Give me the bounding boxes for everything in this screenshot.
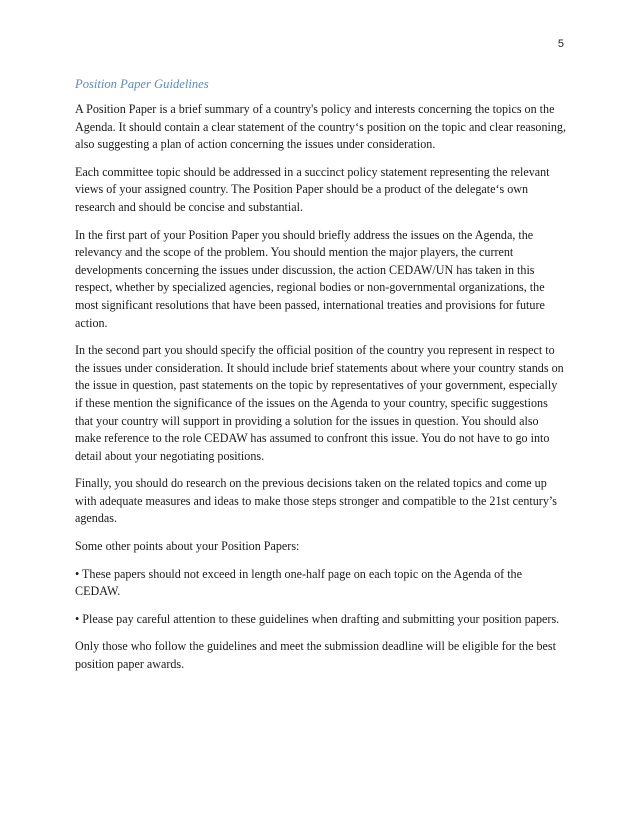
paragraph-second-part: In the second part you should specify the official position of the country you represent in respect to the issues under consideration. It should include brief statements about where your country stands on the issue in question, past statements on the topic by representatives of your government, especially if these mention the significance of the issues on the Agenda to your country, specific suggestions that your country will support in providing a solution for the issues in question. You should also make reference to the role CEDAW has assumed to confront this issue. You do not have to go into detail about your negotiating positions. xyxy=(75,343,564,463)
paragraph-intro: A Position Paper is a brief summary of a country's policy and interests concerning the topics on the Agenda. It should contain a clear statement of the country‘s position on the topic and clear reasoning, also suggesting a plan of action concerning the issues under consideration. xyxy=(75,102,566,152)
bullet-length-limit: • These papers should not exceed in length one-half page on each topic on the Agenda of the CEDAW. xyxy=(75,566,522,599)
page-number: 5 xyxy=(557,38,564,50)
section-heading: Position Paper Guidelines xyxy=(75,77,209,91)
paragraph-finally: Finally, you should do research on the previous decisions taken on the related topics and come up with adequate measures and ideas to make those steps stronger and compatible to the 21st century’s agendas. xyxy=(75,476,557,526)
paragraph-committee-topic: Each committee topic should be addressed in a succinct policy statement representing the relevant views of your assigned country. The Position Paper should be a product of the delegate‘s own research and should be concise and substantial. xyxy=(75,164,550,214)
document-body xyxy=(75,76,567,684)
bullet-guidelines-attention: • Please pay careful attention to these guidelines when drafting and submitting your position papers. xyxy=(75,611,560,626)
paragraph-eligibility: Only those who follow the guidelines and meet the submission deadline will be eligible for the best position paper awards. xyxy=(75,639,556,672)
paragraph-other-points: Some other points about your Position Papers: xyxy=(75,539,300,554)
paragraph-first-part: In the first part of your Position Paper you should briefly address the issues on the Agenda, the relevancy and the scope of the problem. You should mention the major players, the current developments concerning the issues under discussion, the action CEDAW/UN has taken in this respect, whether by specialized agencies, regional bodies or non-governmental organizations, the most significant resolutions that have been passed, international treaties and provisions for future action. xyxy=(75,227,545,330)
